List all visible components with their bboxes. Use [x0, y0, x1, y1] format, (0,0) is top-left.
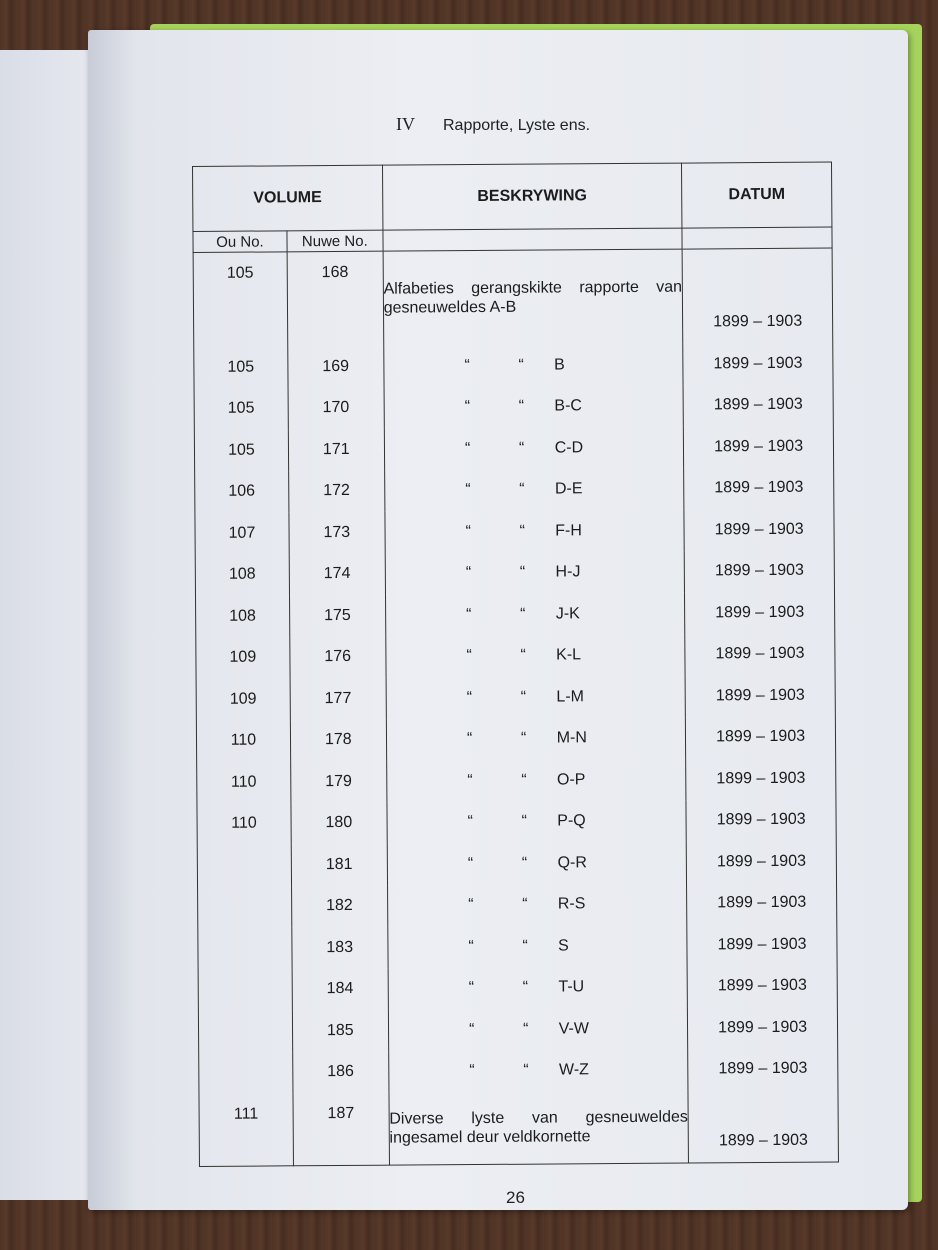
date-range: 1899 – 1903 [686, 841, 836, 884]
ditto-mark: “ [520, 729, 527, 747]
letter-range: H-J [555, 563, 581, 581]
ditto-mark: “ [468, 896, 474, 914]
ditto-mark: “ [465, 564, 472, 582]
page-number: 26 [506, 1188, 525, 1207]
old-number: 107 [195, 512, 289, 554]
new-number-header: Nuwe No. [287, 230, 383, 252]
description-subheader [383, 228, 683, 251]
ditto-mark: “ [518, 397, 525, 415]
table-row [197, 758, 836, 804]
old-number [197, 844, 291, 886]
date-range: 1899 – 1903 [686, 799, 836, 842]
ditto-mark: “ [522, 895, 528, 913]
date-range: 1899 – 1903 [684, 426, 834, 469]
ditto-mark: “ [522, 1020, 529, 1038]
ditto-mark: “ [518, 439, 525, 457]
ditto-mark: “ [464, 398, 471, 416]
date-header: DATUM [682, 162, 832, 228]
table-row [199, 1048, 838, 1094]
letter-range: W-Z [558, 1061, 589, 1079]
new-number: 182 [291, 885, 387, 927]
ditto-mark: “ [466, 688, 473, 706]
date-subheader [682, 227, 832, 249]
section-heading [396, 114, 590, 135]
letter-range: R-S [557, 895, 586, 913]
old-number [198, 1010, 292, 1052]
table-row [196, 633, 835, 679]
date-range: 1899 – 1903 [686, 716, 836, 759]
ditto-mark: “ [464, 439, 471, 457]
ditto-mark: “ [519, 480, 525, 498]
volume-header: VOLUME [193, 165, 383, 231]
table-row [194, 426, 833, 472]
letter-range: S [558, 937, 569, 955]
new-number: 186 [293, 1051, 389, 1093]
table-row [197, 841, 836, 887]
new-number: 171 [288, 429, 384, 471]
old-number-header: Ou No. [193, 231, 287, 253]
new-number: 184 [292, 968, 388, 1010]
table-row [198, 965, 837, 1011]
new-number: 173 [289, 512, 385, 554]
new-number: 169 [288, 346, 384, 388]
date-range: 1899 – 1903 [685, 675, 835, 718]
ditto-mark: “ [519, 522, 525, 540]
old-number: 110 [197, 803, 291, 845]
new-number: 183 [292, 927, 388, 969]
ditto-mark: “ [469, 1062, 475, 1080]
letter-range: L-M [556, 688, 585, 706]
ditto-mark: “ [521, 812, 527, 830]
old-number [199, 1052, 293, 1094]
new-number: 187 [293, 1093, 389, 1166]
new-number: 185 [292, 1010, 388, 1052]
old-number: 105 [193, 252, 287, 347]
letter-range: V-W [558, 1020, 589, 1038]
new-number: 181 [291, 844, 387, 886]
ditto-mark: “ [523, 1061, 529, 1079]
date-range: 1899 – 1903 [684, 550, 834, 593]
table-row [199, 1090, 838, 1167]
ditto-mark: “ [466, 730, 473, 748]
table-row [196, 716, 835, 762]
date-range: 1899 – 1903 [685, 592, 835, 635]
date-range: 1899 – 1903 [688, 1090, 838, 1164]
ditto-mark: “ [521, 854, 528, 872]
ditto-mark: “ [466, 605, 472, 623]
ditto-mark: “ [467, 854, 474, 872]
letter-range: T-U [558, 978, 585, 996]
letter-range: D-E [554, 480, 583, 498]
old-number [198, 886, 292, 928]
table-row [196, 592, 835, 638]
letter-range: O-P [556, 771, 586, 789]
old-number: 106 [195, 471, 289, 513]
new-number: 180 [291, 802, 387, 844]
new-number: 174 [289, 553, 385, 595]
letter-range: C-D [554, 439, 584, 457]
table-row [198, 882, 837, 928]
archive-index-table [192, 162, 839, 1167]
new-number: 179 [290, 761, 386, 803]
letter-range: B [554, 356, 565, 374]
ditto-mark: “ [521, 771, 527, 789]
table-row [198, 1007, 837, 1053]
date-range: 1899 – 1903 [683, 384, 833, 427]
new-number: 176 [290, 636, 386, 678]
letter-range: B-C [554, 397, 582, 415]
old-number: 110 [197, 761, 291, 803]
date-range: 1899 – 1903 [687, 965, 837, 1008]
new-number: 170 [288, 387, 384, 429]
table-row [197, 799, 836, 845]
date-range: 1899 – 1903 [683, 343, 833, 386]
section-title: Rapporte, Lyste ens. [443, 117, 591, 134]
table-row [196, 675, 835, 721]
old-number: 105 [194, 388, 288, 430]
old-number: 108 [195, 554, 289, 596]
old-number: 111 [199, 1093, 293, 1166]
table-row [193, 248, 833, 347]
table-row [194, 343, 833, 389]
old-number: 109 [196, 637, 290, 679]
date-range: 1899 – 1903 [686, 758, 836, 801]
old-number: 109 [196, 678, 290, 720]
new-number: 178 [290, 719, 386, 761]
table-row [194, 384, 833, 430]
ditto-mark: “ [520, 646, 526, 664]
ditto-mark: “ [518, 356, 524, 374]
ditto-mark: “ [468, 937, 474, 955]
description-text: Alfabeties gerangskikte rapporte van gesneuweldes A-B [383, 278, 683, 317]
table-row [195, 509, 834, 555]
date-range: 1899 – 1903 [688, 1007, 838, 1050]
description-text: Diverse lyste van gesneuweldes ingesamel deur veldkornette [389, 1108, 688, 1147]
date-range: 1899 – 1903 [685, 633, 835, 676]
ditto-mark: “ [465, 522, 471, 540]
letter-range: J-K [555, 605, 580, 623]
date-range: 1899 – 1903 [684, 467, 834, 510]
table-row [195, 550, 834, 596]
ditto-mark: “ [519, 563, 526, 581]
ditto-mark: “ [522, 937, 528, 955]
ditto-mark: “ [468, 979, 475, 997]
ditto-mark: “ [520, 605, 526, 623]
letter-range: K-L [556, 646, 582, 664]
new-number: 168 [287, 251, 384, 346]
date-range: 1899 – 1903 [688, 1048, 838, 1091]
old-number: 108 [196, 595, 290, 637]
new-number: 172 [288, 470, 384, 512]
ditto-mark: “ [520, 688, 527, 706]
ditto-mark: “ [467, 771, 473, 789]
letter-range: Q-R [557, 854, 587, 872]
description-header: BESKRYWING [382, 163, 682, 230]
letter-range: F-H [555, 522, 582, 540]
new-number: 177 [290, 678, 386, 720]
date-range: 1899 – 1903 [684, 509, 834, 552]
old-number: 110 [196, 720, 290, 762]
date-range: 1899 – 1903 [687, 924, 837, 967]
ditto-mark: “ [464, 356, 470, 374]
ditto-mark: “ [522, 978, 529, 996]
old-number [198, 969, 292, 1011]
table-row [198, 924, 837, 970]
new-number: 175 [289, 595, 385, 637]
ditto-mark: “ [465, 481, 471, 499]
date-range: 1899 – 1903 [682, 248, 832, 344]
ditto-mark: “ [467, 813, 473, 831]
date-range: 1899 – 1903 [687, 882, 837, 925]
table-row [195, 467, 834, 513]
letter-range: M-N [556, 729, 587, 747]
old-number: 105 [194, 429, 288, 471]
ditto-mark: “ [468, 1020, 475, 1038]
letter-range: P-Q [557, 812, 586, 830]
old-number: 105 [194, 346, 288, 388]
old-number [198, 927, 292, 969]
ditto-mark: “ [466, 647, 472, 665]
section-number: IV [396, 114, 415, 134]
